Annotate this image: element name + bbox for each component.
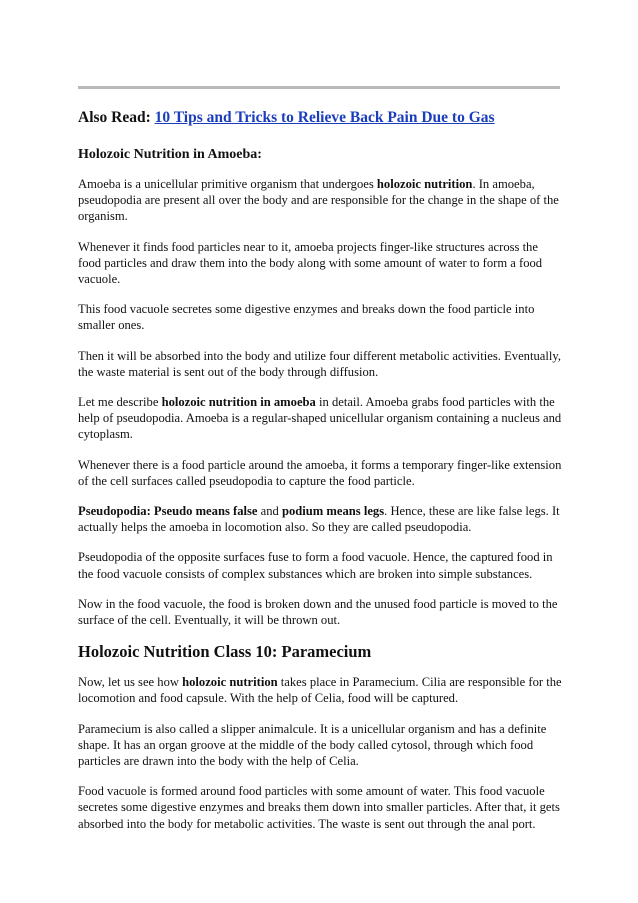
text: Let me describe	[78, 395, 162, 410]
paragraph: Pseudopodia of the opposite surfaces fuse to form a food vacuole. Hence, the captured food in the food vacuole consists of complex substances which are broken into simple substances.	[78, 550, 553, 581]
also-read-prefix: Also Read:	[78, 109, 155, 126]
paragraph: Now in the food vacuole, the food is broken down and the unused food particle is moved to the surface of the cell. Eventually, it will be thrown out.	[78, 596, 558, 628]
bold-text: holozoic nutrition in amoeba	[161, 395, 316, 410]
paragraph	[78, 503, 564, 535]
paragraph: Food vacuole is formed around food particles with some amount of water. This food vacuole secretes some digestive enzymes and breaks them down into smaller particles. After that, it gets absorbed into the body for metabolic activities. The waste is sent out through the anal port.	[78, 784, 560, 831]
text: in detail. Amoeba grabs food particles with the help of pseudopodia. Amoeba is a regular-shaped unicellular organism containing a nucleus and cytoplasm.	[78, 395, 562, 442]
paragraph	[78, 176, 564, 225]
section-heading-paramecium: Holozoic Nutrition Class 10: Paramecium	[78, 642, 372, 662]
paragraph	[78, 674, 564, 706]
paragraph: Whenever there is a food particle around the amoeba, it forms a temporary finger-like extension of the cell surfaces called pseudopodia to capture the food particle.	[78, 457, 562, 488]
bold-text: podium means legs	[281, 504, 385, 519]
text: and	[257, 504, 282, 519]
bold-text: Pseudopodia: Pseudo means false	[78, 504, 258, 519]
article-body	[78, 108, 564, 846]
paragraph: Whenever it finds food particles near to it, amoeba projects finger-like structures across the food particles and draw them into the body along with some amount of water to form a food vacuole.	[78, 239, 543, 287]
bold-text: holozoic nutrition	[182, 675, 278, 690]
text: . Hence, these are like false legs. It actually helps the amoeba in locomotion also. So they are called pseudopodia.	[78, 504, 560, 535]
paragraph: Then it will be absorbed into the body and utilize four different metabolic activities. Eventually, the waste material is sent out of the body through diffusion.	[78, 348, 561, 379]
paragraph: This food vacuole secretes some digestive enzymes and breaks down the food particle into smaller ones.	[78, 302, 535, 333]
text: Amoeba is a unicellular primitive organism that undergoes	[78, 177, 377, 191]
text: . In amoeba, pseudopodia are present all over the body and are responsible for the change in the shape of the organism.	[78, 177, 559, 224]
text: takes place in Paramecium. Cilia are responsible for the locomotion and food capsule. With the help of Celia, food will be captured.	[78, 675, 562, 706]
also-read	[78, 108, 564, 128]
top-divider	[78, 86, 560, 89]
paragraph: Paramecium is also called a slipper animalcule. It is a unicellular organism and has a definite shape. It has an organ groove at the middle of the body called cytosol, through which food particles are drawn into the body with the help of Celia.	[78, 721, 547, 769]
also-read-link[interactable]: 10 Tips and Tricks to Relieve Back Pain Due to Gas	[154, 109, 495, 126]
bold-text: holozoic nutrition	[376, 177, 473, 191]
section-heading-amoeba: Holozoic Nutrition in Amoeba:	[78, 147, 262, 162]
text: Now, let us see how	[78, 675, 183, 690]
paragraph	[78, 394, 564, 443]
